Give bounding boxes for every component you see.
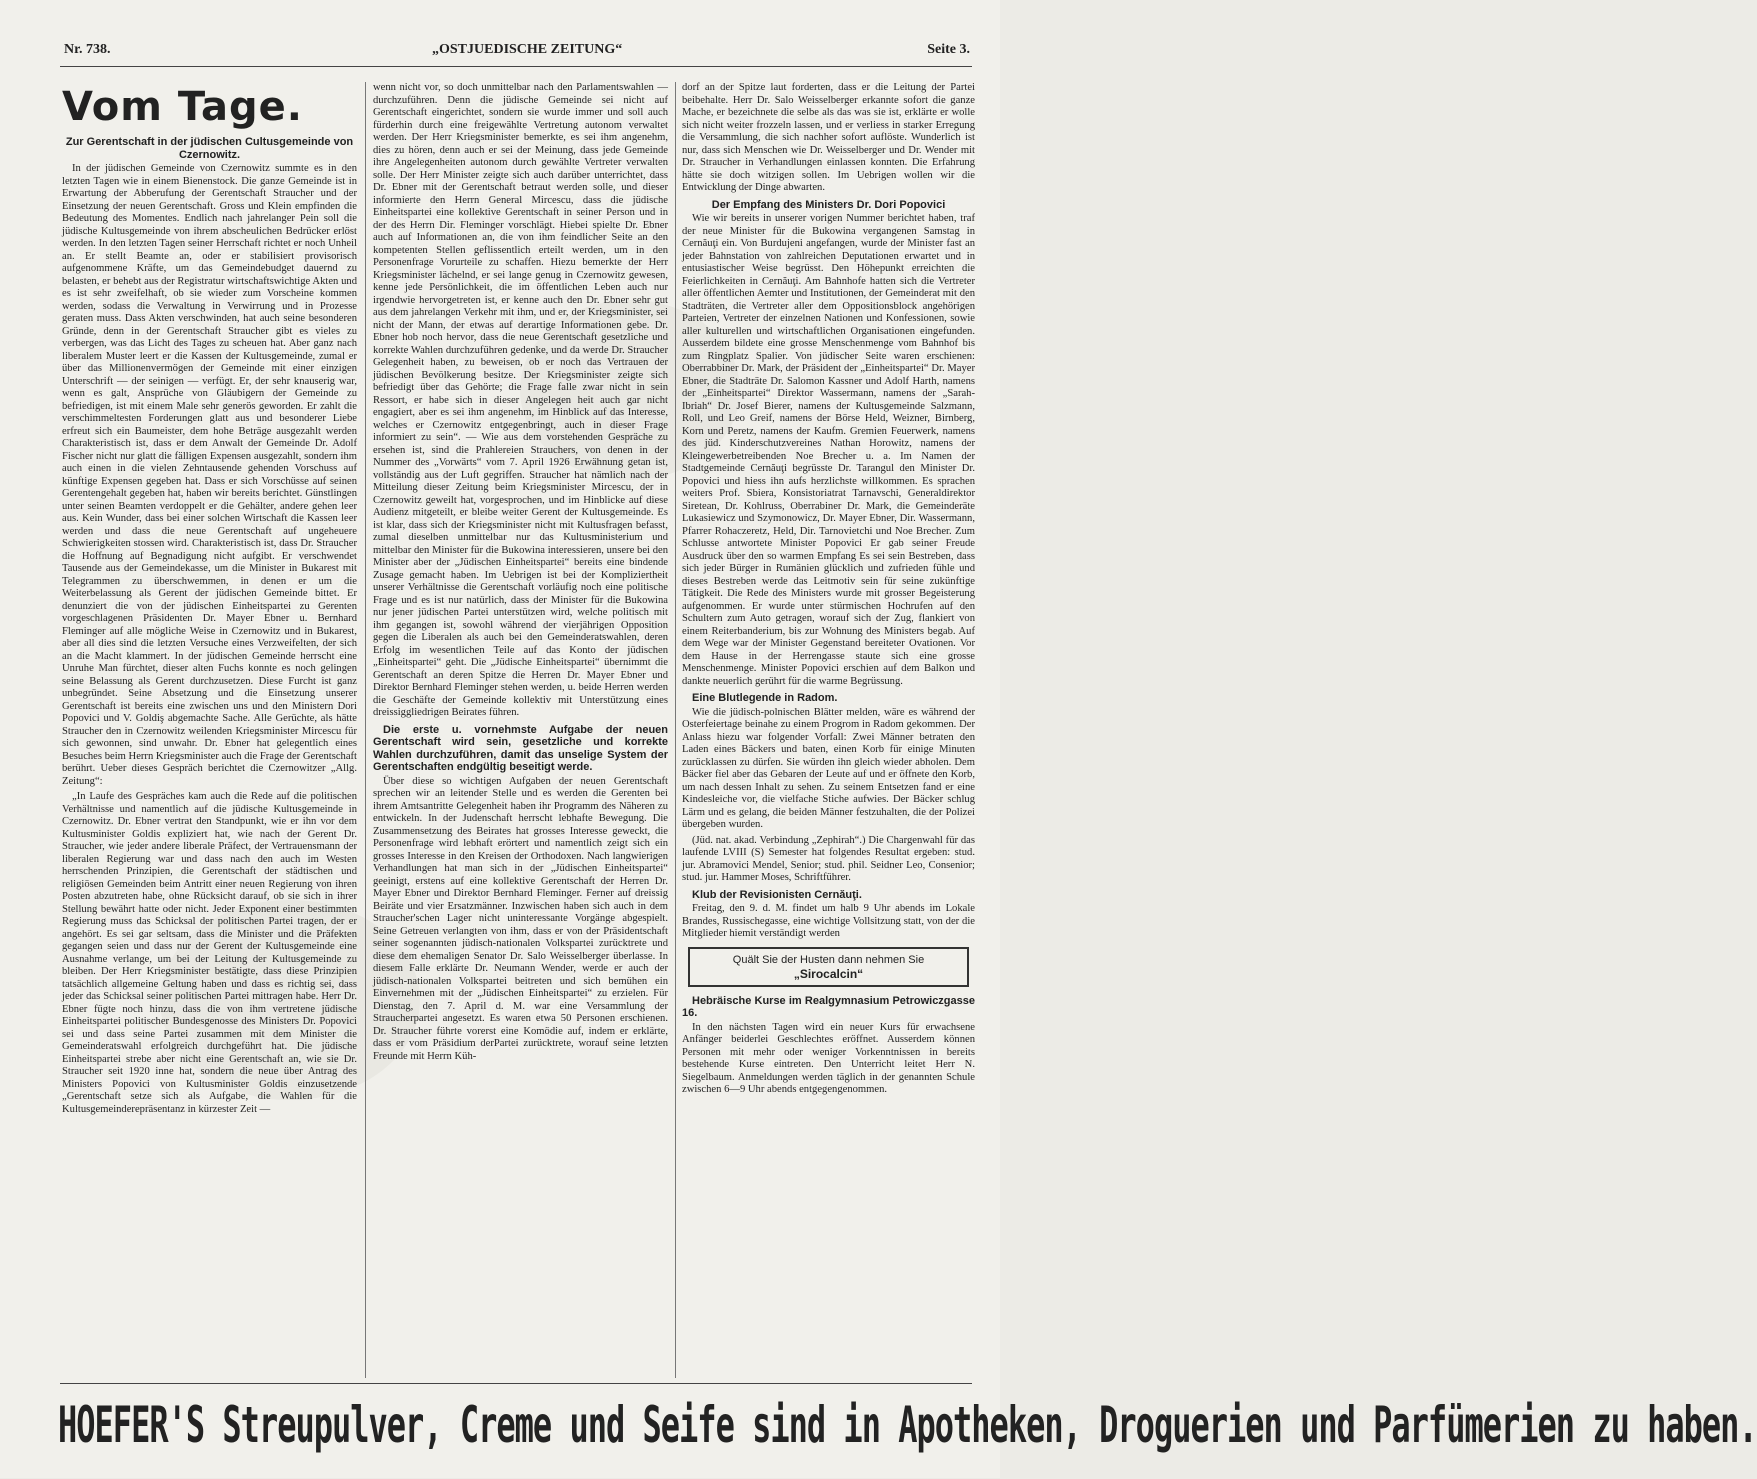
- article-heading: Der Empfang des Ministers Dr. Dori Popovici: [711, 198, 946, 211]
- issue-number: Nr. 738.: [64, 42, 111, 57]
- article-paragraph: „In Laufe des Gespräches kam auch die Rede auf die politischen Verhältnisse und namentlich auf die jüdische Kultusgemeinde in Czernowitz. Dr. Ebner vertrat den Standpunkt, wie er ihn vor dem Kultusminister Goldis expliziert hat, wie nach der Gerent Dr. Straucher, wie jeder andere liberale Präfect, der Vertrauensmann der liberalen Regierung war und dass nach den auch im Westen herrschenden Prinzipien, die Gerentschaft der städtischen und religiösen Gemeinden beim Antritt einer neuen Regierung von ihren Posten abzutreten habe, ohne Rücksicht darauf, ob sie sich in ihrer Stellung bewährt hatte oder nicht. Jeder Exponent einer bestimmten Regierung muss das Schicksal der politischen Partei tragen, der er angehört. Es sei gar seltsam, dass die Minister und die Präfekten gegangen seien und dass nur der Gerent der Kultusgemeinde eine Ausnahme verlange, um bei der Leitung der Kultusgemeinde zu bleiben. Der Herr Kriegsminister bestätigte, dass diese Prinzipien tatsächlich allgemeine Geltung haben und dass es richtig sei, dass jeder das Schicksal seiner politischen Partei mittragen habe. Herr Dr. Ebner fügte noch hinzu, dass die von ihm vertretene jüdische Einheitspartei politischer Bundesgenosse des Ministers Dr. Popovici sei und dass seine Partei zusammen mit dem Minister die Gemeinderatswahl erfolgreich durchgeführt hat. Die jüdische Einheitspartei strebe aber nicht eine Gerentschaft an, wie sie Dr. Straucher seit 1920 inne hat, sondern die neue über Antrag des Ministers Popovici von Kultusminister Goldis einzusetzende „Gerentschaft setze sich als Aufgabe, die Wahlen für die Kultusgemeinderepräsentanz in kürzester Zeit —: [62, 791, 357, 1115]
- column-1: [62, 82, 357, 1386]
- page-header: [64, 42, 970, 62]
- article-heading: Eine Blutlegende in Radom.: [692, 692, 838, 704]
- article-paragraph: In der jüdischen Gemeinde von Czernowitz summte es in den letzten Tagen wie in einem Bienenstock. Die ganze Gemeinde ist in Erwartung der Abberufung der Gerentschaft Straucher und der Einsetzung der neuen Gerentschaft. Gross und Klein empfinden die Bedeutung des Momentes. Endlich nach jahrelanger Pein soll die jüdische Kultusgemeinde von ihrem abscheulichen Bedrücker erlöst werden. In den letzten Tagen seiner Herrschaft richtet er noch Unheil an. Er stellt Beamte an, oder er stabilisiert provisorisch aufgenommene Kräfte, um das Gemeindebudget dauernd zu belasten, er behebt aus der Registratur wirtschaftswichtige Akten und es ist sehr zweifelhaft, ob sie wieder zum Vorscheine kommen werden, sodass die Verwaltung in Verwirrung und in Prozesse geraten muss. Dass Akten verschwinden, hat auch seine besonderen Gründe, denn in der Gerentschaft Straucher gibt es vieles zu verbergen, was das Licht des Tages zu scheuen hat. Aber ganz nach liberalem Muster leert er die Kassen der Kultusgemeinde, zumal er über das Millionenvermögen der Gemeinde mit einer einzigen Unterschrift — der seinigen — verfügt. Er, der sehr knauserig war, wenn es galt, Ansprüche von Gläubigern der Gemeinde zu befriedigen, ist mit einem Male sehr generös geworden. Er zahlt die verschimmeltesten Forderungen glatt aus und besonderer Liebe erfreut sich ein Baumeister, dem hohe Beträge ausgezahlt werden Charakteristisch ist, dass er dem Anwalt der Gemeinde Dr. Adolf Fischer nicht nur glatt die fälligen Expensen ausgezahlt, sondern ihm auch einen in die vielen Zehntausende gehenden Vorschuss auf künftige Expensen gegeben hat. Dass er sich Vorschüsse auf seinen Gerentengehalt gegeben hat, haben wir bereits berichtet. Günstlingen unter seinen Beamten verdoppelt er die Gehälter, andere gehen leer aus. Kein Wunder, dass bei einer solchen Wirtschaft die Kassen leer werden und dass die neue Gerentschaft auf ungeheuere Schwierigkeiten stossen wird. Charakteristisch ist, dass Dr. Straucher die Hoffnung auf Begnadigung nicht aufgibt. Er verschwendet Tausende aus der Gemeindekasse, um die Minister in Bukarest mit Telegrammen zu überschwemmen, in denen er um die Weiterbelassung als Gerent der jüdischen Gemeinde bittet. Er denunziert die von der jüdischen Einheitspartei zu Gerenten vorgeschlagenen Präsidenten Dr. Mayer Ebner u. Bernhard Fleminger auf alle mögliche Weise in Czernowitz und in Bukarest, aber all dies sind die letzten Versuche eines Verzweifelten, der sich an die Macht klammert. In der jüdischen Gemeinde herrscht eine Unruhe Man fürchtet, dieser alten Fuchs konnte es noch gelingen seine Belassung als Gerent durchzusetzen. Diese Furcht ist ganz unbegründet. Seine Absetzung und die Einsetzung unserer Gerentschaft ist bereits eine zwischen uns und den Ministern Dori Popovici und V. Goldiş abgemachte Sache. Alle Gerüchte, als hätte Straucher den in Czernowitz weilenden Kriegsminister Mircescu für sich gewonnen, sind unwahr. Dr. Ebner hat gelegentlich eines Besuches beim Herrn Kriegsminister auch die Frage der Gerentschaft berührt. Ueber dieses Gespräch berichtet die Czernowitzer „Allg. Zeitung“:: [62, 163, 357, 787]
- article-paragraph: Freitag, den 9. d. M. findet um halb 9 Uhr abends im Lokale Brandes, Russischegasse, eine wichtige Vollsitzung statt, von der die Mitglieder hiemit verständigt werden: [682, 903, 975, 939]
- article-paragraph: (Jüd. nat. akad. Verbindung „Zephirah“.) Die Chargenwahl für das laufende LVIII (S) Semester hat folgendes Resultat ergeben: stud. jur. Abramovici Mendel, Senior; stud. phil. Seidner Leo, Consenior; stud. jur. Hammer Moses, Schriftführer.: [682, 834, 975, 883]
- article-lead-heading: Zur Gerentschaft in der jüdischen Cultusgemeinde von Czernowitz.: [65, 136, 354, 161]
- ad-line: Quält Sie der Husten dann nehmen Sie: [732, 953, 925, 966]
- article-heading: Hebräische Kurse im Realgymnasium Petrowiczgasse 16.: [682, 994, 975, 1019]
- article-paragraph: dorf an der Spitze laut forderten, dass er die Leitung der Partei beibehalte. Herr Dr. Salo Weisselberger erkannte sofort die ganze Mache, er bezeichnete die selbe als das was sie ist, erklärte er wolle sich nicht weiter frozzeln lassen, und er verliess in starker Erregung die Versammlung, die sich nachher sofort auflöste. Wunderlich ist nur, dass sich Menschen wie Dr. Weisselberger und Dr. Wender mit Dr. Straucher in Verhandlungen einlassen konnten. Die Erfahrung hätte sie doch witzigen sollen. Im Uebrigen wollen wir die Entwicklung der Dinge abwarten.: [682, 82, 975, 193]
- article-paragraph: Über diese so wichtigen Aufgaben der neuen Gerentschaft sprechen wir an leitender Stelle und es werden die Gerenten bei ihrem Amtsantritte Gelegenheit haben ihr Programm des Näheren zu entwickeln. In der Judenschaft herrscht lebhafte Bewegung. Die Zusammensetzung des Beirates hat grosses Interesse geweckt, die Personenfrage wird lebhaft erörtert und namentlich zeigt sich ein grosses Interesse in den Kreisen der Orthodoxen. Nach langwierigen Verhandlungen hat man sich in der „Jüdischen Einheitspartei“ geeinigt, erstens auf eine kollektive Gerentschaft der Herren Dr. Mayer Ebner und Direktor Bernhard Fleminger. Ferner auf dreissig Beiräte und vier Ersatzmänner. Inzwischen haben sich auch in dem Straucher'schen Lager nicht uninteressante Vorgänge abgespielt. Seine Getreuen verlangten von ihm, dass er von der Präsidentschaft seiner sogenannten jüdisch-nationalen Volkspartei zurücktrete und diese dem ehemaligen Senator Dr. Salo Weisselberger überlasse. In diesem Falle erklärte Dr. Neumann Wender, werde er auch der jüdisch-nationalen Volkspartei beitreten und sich bemühen ein Einvernehmen mit der „Jüdischen Einheitspartei“ zu erzielen. Für Dienstag, den 7. April d. M. war eine Versammlung der Straucherpartei angesetzt. Es waren etwa 50 Personen erschienen. Dr. Straucher führte vorerst eine Komödie auf, indem er erklärte, dass er vom Präsidium derPartei zurücktrete, worauf seine letzten Freunde mit Herrn Küh-: [373, 775, 668, 1062]
- header-rule: [60, 66, 972, 67]
- page-number: Seite 3.: [927, 42, 970, 57]
- article-paragraph: wenn nicht vor, so doch unmittelbar nach den Parlamentswahlen — durchzuführen. Denn die jüdische Gemeinde sei nicht auf Gerentschaft eingerichtet, sondern sie wurde immer und soll auch fürderhin durch eine freigewählte Vertretung autonom verwaltet werden. Der Herr Kriegsminister bemerkte, es sei ihm angenehm, dies zu hören, denn auch er sei der Meinung, dass jede Gemeinde ihre Angelegenheiten autonom durch gewählte Vertreter verwalten solle. Der Herr Minister zeigte sich auch darüber unterrichtet, dass Dr. Ebner mit der Gerentschaft betraut werden solle, und dieser informierte den Herrn General Mircescu, dass die jüdische Einheitspartei eine kollektive Gerentschaft in seiner Person und in der des Herrn Dir. Fleminger vorschlägt. Hiebei spielte Dr. Ebner auch auf Informationen an, die von ihm feindlicher Seite an den kompetenten Stellen geflissentlich erteilt werden, um in den Personenfrage Vorurteile zu schaffen. Hiezu bemerkte der Herr Kriegsminister lächelnd, er sei lange genug in Czernowitz gewesen, kenne jede Persönlichkeit, die im öffentlichen Leben auch nur irgendwie hervorgetreten ist, er kenne auch den Dr. Ebner sehr gut aus dem jahrelangen Verkehr mit ihm, und er, der Kriegsminister, sei nicht der Mann, der etwas auf derartige Informationen gebe. Dr. Ebner hob noch hervor, dass die neue Gerentschaft gesetzliche und korrekte Wahlen durchzuführen gedenke, und da werde Dr. Straucher Gelegenheit haben, zu beweisen, ob er noch das Vertrauen der jüdischen Bevölkerung besitze. Der Kriegsminister zeigte sich befriedigt über das Gehörte; die Frage falle zwar nicht in sein Ressort, er habe sich in dieser Angelegen heit auch gar nicht engagiert, aber es sei ihm angenehm, im Hinblick auf das Interesse, welches er Czernowitz entgegenbringt, auch in dieser Frage informiert zu sein“. — Wie aus dem vorstehenden Gespräche zu ersehen ist, sind die Prahlereien Strauchers, von denen in der Nummer des „Vorwärts“ vom 7. April 1926 Erwähnung getan ist, vollständig aus der Luft gegriffen. Straucher hat nämlich nach der Mitteilung dieser Zeitung beim Kriegsminister Mircescu, der in Czernowitz geweilt hat, vorgesprochen, und im Hinblicke auf diese Audienz mitgeteilt, er bleibe weiter Gerent der Kultusgemeinde. Es ist klar, dass sich der Kriegsminister nicht mit Kultusfragen befasst, zumal dieselben unmittelbar nur das Kultusministerium und mittelbar den Minister für die Bukowina interessieren, unsere bei den Minister aber der „Jüdischen Einheitspartei“ bereits eine bindende Zusage gemacht haben. Im Uebrigen ist bei der Kompliziertheit unserer Verhältnisse die Gerentschaft vorläufig noch eine politische Frage und es ist nur natürlich, dass der Minister für die Bukowina nur jener jüdischen Partei unterstützen wird, welche politisch mit ihm gegangen ist, sowohl während der vierjährigen Opposition gegen die Liberalen als auch bei den Gemeinderatswahlen, deren Erfolg im wesentlichen Teile auf das Konto der jüdischen „Einheitspartei“ geht. Die „Jüdische Einheitspartei“ übernimmt die Gerentschaft an deren Spitze die Herren Dr. Mayer Ebner und Direktor Bernhard Fleminger stehen werden, u. beide Herren werden die Geschäfte der Gemeinde kollektiv mit Unterstützung eines dreissiggliedrigen Beirates führen.: [373, 82, 668, 718]
- section-title: Vom Tage.: [62, 84, 303, 130]
- article-heading: Klub der Revisionisten Cernăuţi.: [692, 888, 862, 901]
- column-divider: [365, 82, 366, 1378]
- boxed-advertisement: [688, 947, 969, 987]
- article-paragraph: Wie die jüdisch-polnischen Blätter melden, wäre es während der Osterfeiertage beinahe zu einem Progrom in Radom gekommen. Der Anlass hiezu war folgender Vorfall: Zwei Männer betraten den Laden eines Bäckers und baten, einen Korb für einige Minuten zurücklassen zu dürfen. Sie würden ihn gleich wieder abholen. Dem Bäcker fiel aber das Gebaren der Leute auf und er öffnete den Korb, um nach dessen Inhalt zu sehen. Zu seinem Entsetzen fand er eine Kindesleiche vor, die vielfache Stiche aufwies. Der Bäcker schlug Lärm und es gelang, die beiden Männer festzuhalten, die der Polizei übergeben wurden.: [682, 706, 975, 830]
- ad-product-name: „Sirocalcin“: [793, 966, 864, 981]
- article-subheading: Die erste u. vornehmste Aufgabe der neuen Gerentschaft wird sein, gesetzliche und korrekte Wahlen durchzuführen, damit das unselige System der Gerentschaften endgültig beseitigt werde.: [373, 723, 668, 773]
- newspaper-name: „OSTJUEDISCHE ZEITUNG“: [432, 42, 623, 57]
- column-2: [373, 82, 668, 1386]
- article-paragraph: Wie wir bereits in unserer vorigen Nummer berichtet haben, traf der neue Minister für die Bukowina vergangenen Samstag in Cernăuţi ein. Von Burdujeni angefangen, wurde der Minister fast an jeder Bahnstation von zahlreichen Deputationen erwartet und in entusiastischer Weise begrüsst. Den Höhepunkt erreichten die Feierlichkeiten in Cernăuţi. Am Bahnhofe hatten sich die Vertreter aller öffentlichen Aemter und Institutionen, der Gemeinderat mit den Stadträten, die Vertreter aller dem Oppositionsblock angehörigen Parteien, Vertreter der einzelnen Nationen und Konfessionen, sowie aller kulturellen und wirtschaftlichen Organisationen eingefunden. Ausserdem bildete eine grosse Menschenmenge vom Bahnhof bis zum Ringplatz Spalier. Von jüdischer Seite waren erschienen: Oberrabbiner Dr. Mark, der Präsident der „Einheitspartei“ Dr. Mayer Ebner, die Stadträte Dr. Salomon Kassner und Adolf Harth, namens der „Einheitspartei“ Direktor Wassermann, namens der „Sarah-Ibriah“ Dr. Josef Bierer, namens der Kultusgemeinde Salzmann, Roll, und Leo Greif, namens der Börse Held, Weizner, Birnberg, Korn und Peretz, namens der Kaufm. Gremien Feuerwerk, namens des jüd. Kinderschutzvereines Nathan Horowitz, namens der Kleingewerbetreibenden Noe Brecher u. a. Im Namen der Stadtgemeinde Cernăuţi begrüsste Dr. Tarangul den Minister Dr. Popovici und hiess ihn aufs herzlichste willkommen. Es sprachen weiters Prof. Sbiera, Konsistoriatrat Tarnavschi, Generaldirektor Siretean, Dr. Kohlruss, Oberrabiner Dr. Mark, die Gemeinderäte Lukasiewicz und Szymonowicz, Dr. Mayer Ebner, Dir. Wassermann, Pfarrer Rohaczeretz, Held, Dir. Tarnovietchi und Noe Brecher. Zum Schlusse antwortete Minister Popovici Er gab seiner Freude Ausdruck über den so warmen Empfang Es sei sein Bestreben, dass sich jeder Bürger in Rumänien glücklich und zufrieden fühle und dieses Bestreben werde das Leitmotiv sein für seine zukünftige Tätigkeit. Die Rede des Ministers wurde mit grosser Begeisterung aufgenommen. Er wurde unter stürmischen Hochrufen auf den Schultern zum Auto getragen, worauf sich der Zug, flankiert von einem Reiterbanderium, bis zur Wohnung des Ministers begab. Auf dem Wege war der Minister Gegenstand bereiteter Ovationen. Vor dem Hause in der Herrengasse staute sich eine grosse Menschenmenge. Minister Popovici erschien auf dem Balkon und dankte neuerlich gerührt für die warme Begrüssung.: [682, 213, 975, 687]
- footer-advertisement: HOEFER'S Streupulver, Creme und Seife sind in Apotheken, Droguerien und Parfümerien zu haben.: [58, 1395, 1757, 1455]
- article-paragraph: In den nächsten Tagen wird ein neuer Kurs für erwachsene Anfänger beiderlei Geschlechtes eröffnet. Ausserdem können Personen mit mehr oder weniger Vorkenntnissen in bereits bestehende Kurse eintreten. Den Unterricht leitet Herr N. Siegelbaum. Anmeldungen werden täglich in der genannten Schule zwischen 6—9 Uhr abends entgegengenommen.: [682, 1021, 975, 1095]
- column-3: [682, 82, 975, 1386]
- column-divider: [675, 82, 676, 1378]
